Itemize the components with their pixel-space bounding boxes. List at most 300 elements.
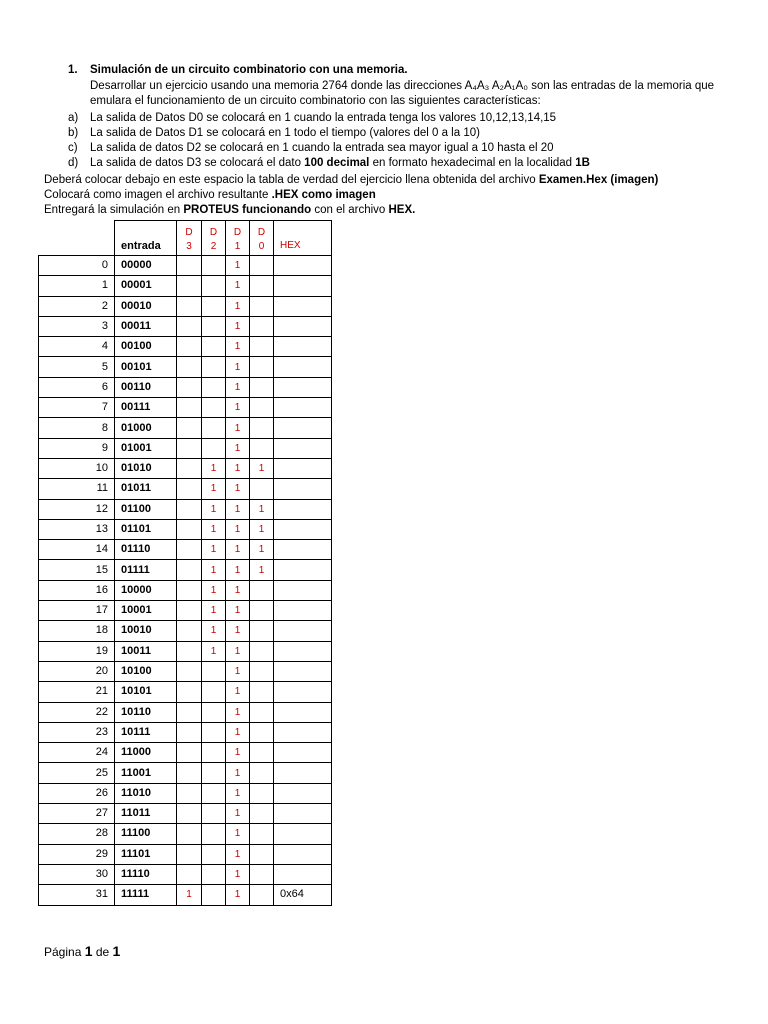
row-index: 20 [39, 661, 115, 681]
row-d2-output [202, 743, 226, 763]
row-d0-output [250, 398, 274, 418]
row-d0-output [250, 864, 274, 884]
row-d3-output [177, 540, 202, 560]
row-d0-output [250, 804, 274, 824]
row-d2-output: 1 [202, 560, 226, 580]
row-index: 19 [39, 641, 115, 661]
row-hex-value [274, 864, 332, 884]
row-d0-output [250, 621, 274, 641]
row-d1-output: 1 [226, 398, 250, 418]
row-d3-output [177, 804, 202, 824]
row-d1-output: 1 [226, 458, 250, 478]
row-d2-output [202, 256, 226, 276]
row-d3-output [177, 661, 202, 681]
row-hex-value [274, 479, 332, 499]
row-hex-value [274, 256, 332, 276]
row-hex-value [274, 357, 332, 377]
table-row [39, 398, 332, 418]
row-hex-value [274, 621, 332, 641]
row-d1-output: 1 [226, 580, 250, 600]
row-index: 24 [39, 743, 115, 763]
instruction-line-2 [44, 188, 658, 203]
row-binary-input: 01001 [115, 438, 177, 458]
row-d1-output: 1 [226, 844, 250, 864]
row-hex-value [274, 276, 332, 296]
row-d1-output: 1 [226, 722, 250, 742]
row-d3-output [177, 743, 202, 763]
row-binary-input: 11111 [115, 885, 177, 905]
row-d1-output: 1 [226, 316, 250, 336]
row-d2-output [202, 702, 226, 722]
row-binary-input: 00001 [115, 276, 177, 296]
row-index: 29 [39, 844, 115, 864]
row-binary-input: 00010 [115, 296, 177, 316]
list-item-d [68, 156, 590, 171]
row-d1-output: 1 [226, 763, 250, 783]
header-d2-letter: D [209, 227, 218, 238]
row-hex-value [274, 661, 332, 681]
instruction-bold: Examen.Hex (imagen) [538, 174, 659, 186]
list-marker: b) [68, 127, 79, 139]
row-d1-output: 1 [226, 601, 250, 621]
table-row [39, 763, 332, 783]
row-d2-output [202, 804, 226, 824]
row-d3-output [177, 337, 202, 357]
row-d1-output: 1 [226, 499, 250, 519]
row-binary-input: 11100 [115, 824, 177, 844]
row-d1-output: 1 [226, 804, 250, 824]
header-d3-index: 3 [186, 241, 192, 252]
row-hex-value [274, 418, 332, 438]
table-row [39, 499, 332, 519]
row-binary-input: 10110 [115, 702, 177, 722]
row-d3-output [177, 763, 202, 783]
table-row [39, 316, 332, 336]
list-marker: c) [68, 142, 78, 154]
row-d1-output: 1 [226, 276, 250, 296]
header-hex: HEX [274, 221, 332, 256]
row-binary-input: 00100 [115, 337, 177, 357]
row-d3-output [177, 357, 202, 377]
row-d3-output [177, 580, 202, 600]
row-binary-input: 11001 [115, 763, 177, 783]
row-d1-output: 1 [226, 560, 250, 580]
row-index: 15 [39, 560, 115, 580]
row-binary-input: 10101 [115, 682, 177, 702]
row-d2-output: 1 [202, 499, 226, 519]
instruction-text: Colocará como imagen el archivo resultante [44, 189, 272, 201]
row-hex-value [274, 560, 332, 580]
table-row [39, 641, 332, 661]
row-d2-output [202, 844, 226, 864]
row-binary-input: 11110 [115, 864, 177, 884]
row-index: 28 [39, 824, 115, 844]
table-row [39, 418, 332, 438]
row-binary-input: 10001 [115, 601, 177, 621]
table-row [39, 337, 332, 357]
row-d3-output [177, 377, 202, 397]
row-hex-value [274, 337, 332, 357]
section-heading [68, 63, 408, 78]
row-hex-value [274, 438, 332, 458]
row-binary-input: 10000 [115, 580, 177, 600]
row-d0-output [250, 661, 274, 681]
table-row [39, 519, 332, 539]
row-binary-input: 00011 [115, 316, 177, 336]
row-index: 3 [39, 316, 115, 336]
row-d0-output [250, 722, 274, 742]
row-binary-input: 01111 [115, 560, 177, 580]
row-index: 10 [39, 458, 115, 478]
row-hex-value [274, 316, 332, 336]
row-index: 9 [39, 438, 115, 458]
row-d0-output [250, 783, 274, 803]
row-d1-output: 1 [226, 864, 250, 884]
row-d3-output [177, 682, 202, 702]
row-d2-output [202, 377, 226, 397]
row-index: 18 [39, 621, 115, 641]
row-index: 6 [39, 377, 115, 397]
row-d0-output [250, 601, 274, 621]
row-d2-output [202, 438, 226, 458]
row-index: 5 [39, 357, 115, 377]
row-index: 12 [39, 499, 115, 519]
table-row [39, 702, 332, 722]
row-d0-output [250, 702, 274, 722]
row-d2-output [202, 824, 226, 844]
row-d1-output: 1 [226, 661, 250, 681]
list-item-a [68, 111, 590, 126]
row-hex-value [274, 458, 332, 478]
row-d0-output [250, 256, 274, 276]
row-d1-output: 1 [226, 438, 250, 458]
row-d1-output: 1 [226, 641, 250, 661]
header-d1-index: 1 [234, 241, 241, 252]
row-d0-output [250, 641, 274, 661]
footer-of: de [92, 945, 113, 959]
intro-paragraph [90, 79, 730, 109]
row-d2-output: 1 [202, 458, 226, 478]
row-d1-output: 1 [226, 418, 250, 438]
header-entrada: entrada [115, 221, 177, 256]
row-d3-output [177, 296, 202, 316]
row-d1-output: 1 [226, 256, 250, 276]
instruction-text: con el archivo [311, 204, 389, 216]
row-d2-output: 1 [202, 540, 226, 560]
row-binary-input: 01101 [115, 519, 177, 539]
instructions [44, 173, 658, 218]
header-d2 [202, 221, 226, 256]
row-index: 23 [39, 722, 115, 742]
row-d3-output [177, 844, 202, 864]
row-index: 11 [39, 479, 115, 499]
table-row [39, 601, 332, 621]
row-d3-output [177, 621, 202, 641]
row-d2-output: 1 [202, 641, 226, 661]
table-row [39, 743, 332, 763]
requirements-list [68, 111, 590, 171]
row-d2-output [202, 357, 226, 377]
table-row [39, 580, 332, 600]
row-binary-input: 11101 [115, 844, 177, 864]
table-row [39, 621, 332, 641]
row-d0-output [250, 337, 274, 357]
footer-total-pages: 1 [112, 943, 121, 959]
row-index: 25 [39, 763, 115, 783]
row-binary-input: 00101 [115, 357, 177, 377]
row-index: 17 [39, 601, 115, 621]
row-hex-value [274, 296, 332, 316]
row-binary-input: 01011 [115, 479, 177, 499]
row-d2-output [202, 864, 226, 884]
row-binary-input: 00110 [115, 377, 177, 397]
row-d2-output [202, 722, 226, 742]
table-row [39, 682, 332, 702]
row-d1-output: 1 [226, 824, 250, 844]
row-hex-value [274, 783, 332, 803]
row-hex-value [274, 722, 332, 742]
row-binary-input: 11011 [115, 804, 177, 824]
table-row [39, 783, 332, 803]
table-row [39, 864, 332, 884]
row-d0-output [250, 377, 274, 397]
table-row [39, 458, 332, 478]
row-d3-output [177, 722, 202, 742]
row-binary-input: 11000 [115, 743, 177, 763]
row-d0-output [250, 682, 274, 702]
table-row [39, 276, 332, 296]
row-d1-output: 1 [226, 702, 250, 722]
table-row [39, 824, 332, 844]
row-d2-output [202, 661, 226, 681]
table-row [39, 377, 332, 397]
list-text-bold: 1B [575, 157, 590, 169]
row-d2-output [202, 418, 226, 438]
row-binary-input: 11010 [115, 783, 177, 803]
row-d3-output [177, 783, 202, 803]
instruction-line-1 [44, 173, 658, 188]
row-d0-output [250, 479, 274, 499]
row-hex-value [274, 824, 332, 844]
row-binary-input: 01100 [115, 499, 177, 519]
row-hex-value [274, 377, 332, 397]
row-binary-input: 01000 [115, 418, 177, 438]
row-d3-output [177, 864, 202, 884]
row-d3-output [177, 418, 202, 438]
list-text-bold: 100 decimal [304, 157, 370, 169]
intro-line-2: emulara el funcionamiento de un circuito combinatorio con las siguientes características: [90, 95, 541, 107]
instruction-text: Entregará la simulación en [44, 204, 184, 216]
row-index: 13 [39, 519, 115, 539]
row-hex-value [274, 540, 332, 560]
row-index: 2 [39, 296, 115, 316]
row-d2-output: 1 [202, 601, 226, 621]
list-item-b [68, 126, 590, 141]
row-d0-output: 1 [250, 499, 274, 519]
row-d3-output [177, 398, 202, 418]
row-d1-output: 1 [226, 357, 250, 377]
header-d1 [226, 221, 250, 256]
row-d2-output [202, 337, 226, 357]
footer-page-number: 1 [84, 943, 93, 959]
table-header-row [39, 221, 332, 256]
row-hex-value [274, 763, 332, 783]
row-d0-output: 1 [250, 519, 274, 539]
row-index: 4 [39, 337, 115, 357]
row-d3-output [177, 458, 202, 478]
list-marker: d) [68, 157, 79, 169]
row-index: 27 [39, 804, 115, 824]
row-d1-output: 1 [226, 621, 250, 641]
row-d0-output [250, 418, 274, 438]
row-index: 14 [39, 540, 115, 560]
list-text-mid: en formato hexadecimal en la localidad [369, 157, 576, 169]
row-index: 22 [39, 702, 115, 722]
row-hex-value [274, 743, 332, 763]
table-row [39, 438, 332, 458]
row-index: 8 [39, 418, 115, 438]
row-d0-output [250, 276, 274, 296]
list-marker: a) [68, 112, 79, 124]
instruction-line-3 [44, 203, 658, 218]
row-hex-value: 0x64 [274, 885, 332, 905]
row-d1-output: 1 [226, 885, 250, 905]
row-d2-output: 1 [202, 479, 226, 499]
table-row [39, 844, 332, 864]
row-d3-output [177, 641, 202, 661]
truth-table [38, 220, 332, 906]
list-text: La salida de Datos D1 se colocará en 1 todo el tiempo (valores del 0 a la 10) [90, 127, 480, 139]
row-index: 0 [39, 256, 115, 276]
table-row [39, 722, 332, 742]
table-row [39, 357, 332, 377]
row-d0-output [250, 316, 274, 336]
table-row [39, 540, 332, 560]
row-d2-output [202, 398, 226, 418]
header-blank-cell [39, 221, 115, 256]
row-d1-output: 1 [226, 479, 250, 499]
table-row [39, 661, 332, 681]
table-row [39, 256, 332, 276]
row-d0-output [250, 824, 274, 844]
row-hex-value [274, 804, 332, 824]
row-d2-output [202, 276, 226, 296]
row-binary-input: 00111 [115, 398, 177, 418]
row-index: 7 [39, 398, 115, 418]
row-d1-output: 1 [226, 540, 250, 560]
list-text: La salida de datos D2 se colocará en 1 cuando la entrada sea mayor igual a 10 hasta el 20 [90, 142, 554, 154]
intro-line-1: Desarrollar un ejercicio usando una memoria 2764 donde las direcciones A₄A₃ A₂A₁A₀ son las entradas de la memoria que [90, 80, 715, 92]
row-hex-value [274, 398, 332, 418]
header-d3 [177, 221, 202, 256]
row-d0-output [250, 296, 274, 316]
page-footer [44, 944, 120, 960]
row-d1-output: 1 [226, 296, 250, 316]
row-index: 30 [39, 864, 115, 884]
header-d0 [250, 221, 274, 256]
row-index: 16 [39, 580, 115, 600]
row-d3-output [177, 560, 202, 580]
table-row [39, 804, 332, 824]
row-d2-output [202, 783, 226, 803]
row-d3-output [177, 276, 202, 296]
list-text-pre: La salida de datos D3 se colocará el dato [90, 157, 305, 169]
row-d0-output: 1 [250, 458, 274, 478]
row-d3-output [177, 479, 202, 499]
row-binary-input: 01010 [115, 458, 177, 478]
row-d3-output [177, 519, 202, 539]
row-d2-output [202, 316, 226, 336]
row-d1-output: 1 [226, 783, 250, 803]
table-row [39, 560, 332, 580]
row-hex-value [274, 844, 332, 864]
row-d0-output [250, 844, 274, 864]
row-d0-output [250, 438, 274, 458]
row-binary-input: 10111 [115, 722, 177, 742]
row-d2-output [202, 296, 226, 316]
row-d0-output [250, 763, 274, 783]
row-d1-output: 1 [226, 377, 250, 397]
heading-number: 1. [68, 64, 78, 76]
row-d0-output: 1 [250, 540, 274, 560]
row-d0-output [250, 743, 274, 763]
row-d0-output: 1 [250, 560, 274, 580]
row-d3-output: 1 [177, 885, 202, 905]
list-item-c [68, 141, 590, 156]
instruction-bold: PROTEUS funcionando [183, 204, 312, 216]
instruction-bold: HEX. [388, 204, 416, 216]
row-binary-input: 10011 [115, 641, 177, 661]
row-binary-input: 01110 [115, 540, 177, 560]
instruction-text: Deberá colocar debajo en este espacio la tabla de verdad del ejercicio llena obtenida del archivo [44, 174, 539, 186]
row-d2-output [202, 763, 226, 783]
header-d1-letter: D [233, 227, 242, 238]
row-d1-output: 1 [226, 337, 250, 357]
row-index: 26 [39, 783, 115, 803]
row-binary-input: 10010 [115, 621, 177, 641]
row-d1-output: 1 [226, 682, 250, 702]
header-d0-index: 0 [258, 241, 265, 252]
row-hex-value [274, 682, 332, 702]
row-hex-value [274, 580, 332, 600]
header-d3-letter: D [185, 227, 193, 238]
row-d0-output [250, 885, 274, 905]
row-d3-output [177, 601, 202, 621]
row-hex-value [274, 641, 332, 661]
row-hex-value [274, 702, 332, 722]
header-d2-index: 2 [210, 241, 217, 252]
table-row [39, 296, 332, 316]
row-d3-output [177, 824, 202, 844]
row-d3-output [177, 499, 202, 519]
row-d3-output [177, 316, 202, 336]
instruction-bold: .HEX como imagen [271, 189, 376, 201]
row-hex-value [274, 519, 332, 539]
header-d0-letter: D [257, 227, 266, 238]
row-hex-value [274, 601, 332, 621]
row-d0-output [250, 357, 274, 377]
row-hex-value [274, 499, 332, 519]
row-d1-output: 1 [226, 743, 250, 763]
row-d3-output [177, 702, 202, 722]
row-index: 1 [39, 276, 115, 296]
row-binary-input: 00000 [115, 256, 177, 276]
row-d3-output [177, 438, 202, 458]
list-text: La salida de Datos D0 se colocará en 1 cuando la entrada tenga los valores 10,12,13,14,15 [90, 112, 557, 124]
footer-prefix: Página [44, 945, 85, 959]
row-d2-output: 1 [202, 519, 226, 539]
table-row [39, 885, 332, 905]
